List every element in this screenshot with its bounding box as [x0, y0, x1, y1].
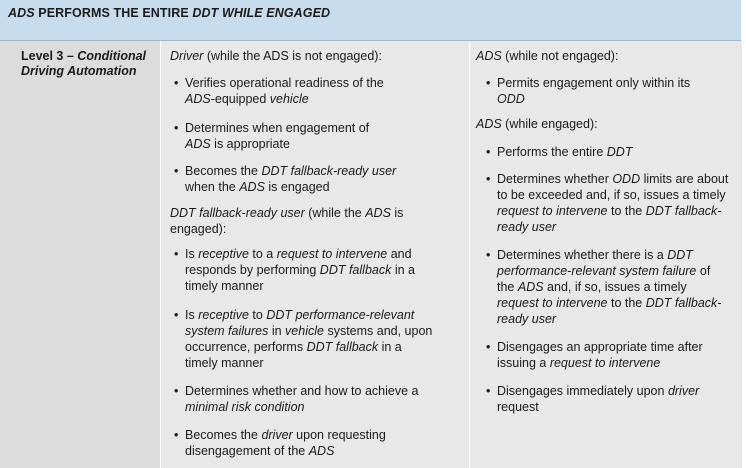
bullet-dot-icon: •: [174, 308, 179, 322]
text-run: DDT fallback-: [645, 204, 722, 218]
text-run: disengagement of the: [185, 444, 309, 458]
bullet-item: [486, 144, 633, 160]
text-run: Verifies operational readiness of the: [185, 76, 384, 90]
text-run: Disengages an appropriate time after: [497, 340, 703, 354]
text-run: request to intervene: [497, 204, 608, 218]
text-run: ADS: [308, 444, 335, 458]
ads-not-engaged-heading: [476, 48, 618, 64]
text-run: vehicle: [285, 324, 324, 338]
bullet-item: [174, 246, 415, 294]
level-name-part1: Conditional: [77, 49, 147, 63]
text-run: (while the ADS is not engaged):: [203, 49, 382, 63]
text-run: DDT fallback: [319, 263, 392, 277]
text-run: the: [497, 280, 518, 294]
text-run: systems and, upon: [323, 324, 433, 338]
driver-column: [160, 41, 469, 468]
text-run: performance-relevant system failure: [497, 264, 697, 278]
text-run: Becomes the: [185, 164, 262, 178]
text-run: ADS: [185, 92, 211, 106]
bullet-dot-icon: •: [486, 145, 491, 159]
level-label: [21, 49, 156, 79]
bullet-item: [486, 339, 703, 371]
text-run: ready user: [497, 220, 557, 234]
text-run: Determines whether and how to achieve a: [185, 384, 419, 398]
text-run: limits are about: [640, 172, 729, 186]
text-run: ADS: [517, 280, 544, 294]
level-name-part2: Driving Automation: [21, 64, 137, 78]
text-run: Disengages immediately upon: [497, 384, 668, 398]
text-run: driver: [261, 428, 293, 442]
driver-role-heading: [170, 48, 382, 64]
text-run: ODD: [497, 92, 525, 106]
level-number: Level 3 –: [21, 49, 78, 63]
text-run: and: [387, 247, 412, 261]
text-run: DDT fallback-: [645, 296, 722, 310]
text-run: to: [248, 308, 267, 322]
text-run: in a: [391, 263, 415, 277]
bullet-item: [174, 307, 433, 371]
bullet-dot-icon: •: [486, 340, 491, 354]
bullet-dot-icon: •: [174, 428, 179, 442]
text-run: timely manner: [185, 356, 264, 370]
text-run: engaged):: [170, 222, 227, 236]
text-run: ADS: [476, 49, 502, 63]
text-run: Is: [185, 247, 199, 261]
header-title-part: PERFORMS THE ENTIRE: [34, 6, 193, 20]
text-run: (while the: [304, 206, 366, 220]
text-run: responds by performing: [185, 263, 320, 277]
header-title: [8, 6, 330, 20]
text-run: request to intervene: [276, 247, 388, 261]
text-run: vehicle: [269, 92, 309, 106]
text-run: ADS: [365, 206, 391, 220]
text-run: DDT: [667, 248, 693, 262]
text-run: DDT: [606, 145, 633, 159]
bullet-item: [486, 75, 691, 107]
text-run: -equipped: [210, 92, 270, 106]
text-run: Driver: [170, 49, 204, 63]
bullet-dot-icon: •: [486, 384, 491, 398]
text-run: DDT fallback-ready user: [170, 206, 305, 220]
text-run: in: [268, 324, 286, 338]
text-run: ADS: [185, 137, 211, 151]
bullet-item: [174, 383, 419, 415]
text-run: receptive: [198, 308, 249, 322]
text-run: to a: [248, 247, 277, 261]
text-run: (while not engaged):: [501, 49, 619, 63]
text-run: is: [390, 206, 404, 220]
bullet-item: [486, 247, 722, 327]
text-run: Is: [185, 308, 199, 322]
text-run: DDT performance-relevant: [266, 308, 415, 322]
text-run: ready user: [497, 312, 557, 326]
header-title-part: DDT WHILE ENGAGED: [192, 6, 331, 20]
text-run: receptive: [198, 247, 249, 261]
level-table: [0, 41, 741, 468]
bullet-item: [174, 75, 384, 107]
bullet-dot-icon: •: [174, 76, 179, 90]
text-run: request to intervene: [549, 356, 661, 370]
bullet-dot-icon: •: [174, 384, 179, 398]
table-header: [0, 0, 741, 41]
bullet-item: [174, 427, 386, 459]
text-run: upon requesting: [292, 428, 386, 442]
bullet-item: [174, 163, 397, 195]
bullet-item: [486, 171, 729, 235]
text-run: ADS: [476, 117, 502, 131]
bullet-dot-icon: •: [486, 76, 491, 90]
text-run: ADS: [239, 180, 265, 194]
text-run: to be exceeded and, if so, issues a timely: [497, 188, 726, 202]
text-run: in a: [378, 340, 402, 354]
text-run: occurrence, performs: [185, 340, 307, 354]
bullet-dot-icon: •: [174, 247, 179, 261]
text-run: (while engaged):: [501, 117, 598, 131]
text-run: and, if so, issues a timely: [543, 280, 687, 294]
bullet-dot-icon: •: [174, 164, 179, 178]
text-run: timely manner: [185, 279, 264, 293]
text-run: system failures: [185, 324, 269, 338]
text-run: ODD: [612, 172, 641, 186]
ads-engaged-heading: [476, 116, 598, 132]
text-run: to the: [607, 204, 646, 218]
text-run: request to intervene: [497, 296, 608, 310]
text-run: Determines when engagement of: [185, 121, 370, 135]
text-run: minimal risk condition: [185, 400, 305, 414]
text-run: Determines whether: [497, 172, 613, 186]
bullet-item: [486, 383, 700, 415]
text-run: is engaged: [264, 180, 330, 194]
header-title-part: ADS: [8, 6, 35, 20]
bullet-dot-icon: •: [174, 121, 179, 135]
text-run: issuing a: [497, 356, 550, 370]
text-run: driver: [667, 384, 700, 398]
text-run: DDT fallback-ready user: [261, 164, 397, 178]
ads-column: [469, 41, 742, 468]
bullet-item: [174, 120, 370, 152]
bullet-dot-icon: •: [486, 172, 491, 186]
fallback-user-role-heading: [170, 205, 403, 237]
bullet-dot-icon: •: [486, 248, 491, 262]
text-run: to the: [607, 296, 646, 310]
text-run: of: [696, 264, 711, 278]
text-run: Determines whether there is a: [497, 248, 668, 262]
level-column: [0, 41, 160, 468]
text-run: is appropriate: [210, 137, 290, 151]
text-run: Permits engagement only within its: [497, 76, 691, 90]
text-run: when the: [185, 180, 240, 194]
text-run: Performs the entire: [497, 145, 607, 159]
text-run: request: [497, 400, 539, 414]
text-run: Becomes the: [185, 428, 262, 442]
text-run: DDT fallback: [306, 340, 379, 354]
